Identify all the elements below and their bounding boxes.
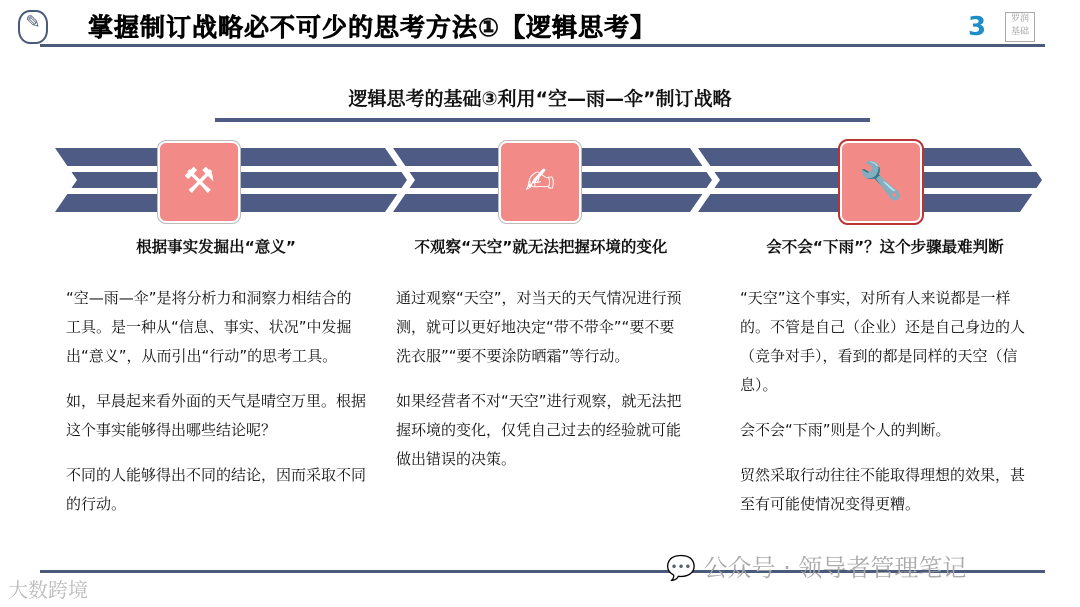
corner-watermark: 大数跨境 [8,578,88,602]
brand-logo: 3 [968,12,987,42]
header-divider [40,44,1045,47]
paragraph: 如果经营者不对“天空”进行观察，就无法把握环境的变化，仅凭自己过去的经验就可能做出错误的决策。 [396,392,682,468]
wechat-watermark [666,548,966,583]
wrench-icon: 🔧 [840,141,922,223]
paragraph: 不同的人能够得出不同的结论，因而采取不同的行动。 [66,466,367,513]
tools-icon: ⚒ [158,141,240,223]
paragraph: “空—雨—伞”是将分析力和洞察力相结合的工具。是一种从“信息、事实、状况”中发掘出“意义”，从而引出“行动”的思考工具。 [66,289,352,365]
paragraph: 会不会“下雨”则是个人的判断。 [740,421,951,439]
seal-logo: 罗润 基础 [1005,12,1035,42]
column-2 [396,233,686,490]
watermark-text: 公众号 · 领导者管理笔记 [703,554,967,582]
paragraph: 如，早晨起来看外面的天气是晴空万里。根据这个事实能够得出哪些结论呢？ [66,392,367,439]
hand-key-icon: ✍ [499,141,581,223]
subtitle-underline [215,118,870,122]
column-heading: 根据事实发掘出“意义” [136,238,296,256]
paragraph: 通过观察“天空”，对当天的天气情况进行预测，就可以更好地决定“带不带伞”“要不要洗衣服”“要不要涂防晒霜”等行动。 [396,289,682,365]
column-heading: 不观察“天空”就无法把握环境的变化 [414,238,668,256]
column-heading: 会不会“下雨”？这个步骤最难判断 [766,238,1004,256]
pencil-icon: ✎ [18,10,48,44]
wechat-icon: 💬 [666,554,696,582]
paragraph: 贸然采取行动往往不能取得理想的效果，甚至有可能使情况变得更糟。 [740,466,1026,513]
paragraph: “天空”这个事实，对所有人来说都是一样的。不管是自己（企业）还是自己身边的人（竞争对手），看到的都是同样的天空（信息）。 [740,289,1026,394]
column-1 [66,233,366,535]
section-subtitle: 逻辑思考的基础③利用“空—雨—伞”制订战略 [348,88,732,110]
column-3 [740,233,1030,535]
page-title: 掌握制订战略必不可少的思考方法①【逻辑思考】 [88,13,657,42]
